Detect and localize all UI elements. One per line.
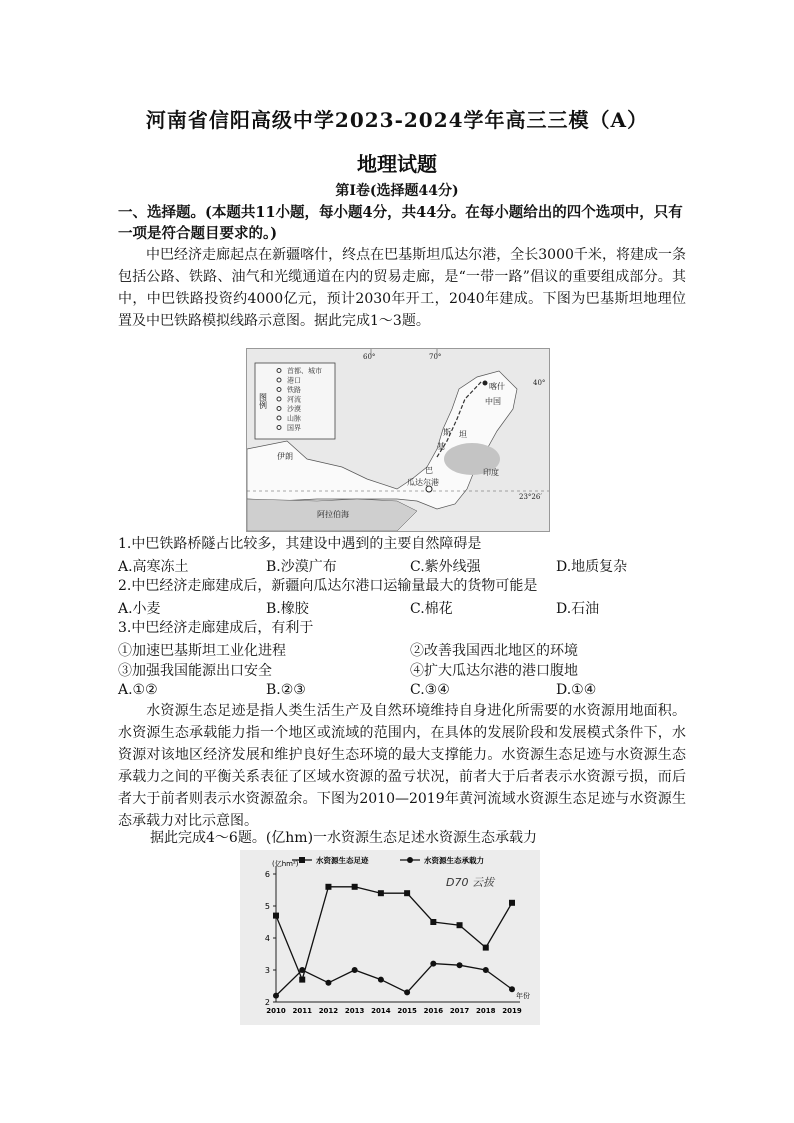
map-place-label: 基 <box>437 442 445 451</box>
question-stem-3: 3.中巴经济走廊建成后，有利于 <box>118 620 314 636</box>
data-point-square <box>273 913 279 919</box>
answer-option: C.③④ <box>410 682 450 698</box>
legend-symbol-icon <box>277 426 281 430</box>
question-item: ③加强我国能源出口安全 <box>118 663 272 679</box>
water-footprint-chart <box>240 850 540 1025</box>
question-item: ④扩大瓜达尔港的港口腹地 <box>410 663 578 679</box>
answer-option: B.②③ <box>266 682 306 698</box>
legend-item-4: 沙漠 <box>287 405 301 413</box>
data-point-circle <box>325 980 331 986</box>
x-tick-label: 2017 <box>449 1007 470 1015</box>
x-tick-label: 2018 <box>476 1007 496 1015</box>
data-point-circle <box>299 967 305 973</box>
data-point-circle <box>430 961 436 967</box>
legend-circle-icon <box>407 857 413 863</box>
handwritten-annotation: D70 云拔 <box>446 876 494 889</box>
page-title: 河南省信阳高级中学2023-2024学年高三三模（A） <box>145 108 649 132</box>
legend-item-0: 首都、城市 <box>287 367 322 375</box>
legend-symbol-icon <box>277 369 281 373</box>
map-place-label: 印度 <box>483 468 499 477</box>
question-item: ①加速巴基斯坦工业化进程 <box>118 643 286 659</box>
legend-title-label: 图例 <box>258 393 268 409</box>
legend-item-3: 河流 <box>287 395 301 404</box>
chart-svg <box>240 850 540 1025</box>
y-tick-label: 5 <box>264 902 270 911</box>
data-point-square <box>299 977 305 983</box>
passage-1 <box>118 244 686 332</box>
y-tick-label: 2 <box>264 998 270 1007</box>
kashgar-marker <box>483 381 488 386</box>
map-place-label: 瓜达尔港 <box>407 478 439 487</box>
question-stem-2: 2.中巴经济走廊建成后，新疆向瓜达尔港口运输量最大的货物可能是 <box>118 578 538 594</box>
legend-symbol-icon <box>277 397 281 401</box>
data-point-square <box>378 890 384 896</box>
answer-option: D.石油 <box>556 601 600 617</box>
data-point-circle <box>404 989 410 995</box>
data-point-square <box>404 890 410 896</box>
data-point-square <box>325 884 331 890</box>
map-place-label: 斯 <box>443 428 451 437</box>
map-place-label: 巴 <box>425 466 433 475</box>
legend-symbol-icon <box>277 407 281 411</box>
answer-option: B.沙漠广布 <box>266 559 337 575</box>
answer-option: A.①② <box>118 682 158 698</box>
series-line-0 <box>276 887 512 980</box>
data-point-circle <box>273 993 279 999</box>
data-point-square <box>509 900 515 906</box>
legend-symbol-icon <box>277 416 281 420</box>
answer-option: D.地质复杂 <box>556 559 628 575</box>
section-instructions: 一、选择题。(本题共11小题，每小题4分，共44分。在每小题给出的四个选项中，只有一项是符合题目要求的。) <box>118 204 683 242</box>
x-tick-label: 2013 <box>344 1007 365 1015</box>
answer-option: C.棉花 <box>410 601 453 617</box>
passage-2-tail: 据此完成4～6题。(亿hm)一水资源生态足述水资源生态承载力 <box>150 830 538 846</box>
answer-option: A.小麦 <box>118 601 161 617</box>
answer-option: D.①④ <box>556 682 597 698</box>
data-point-circle <box>352 967 358 973</box>
x-tick-label: 2011 <box>292 1007 312 1015</box>
x-tick-label: 2012 <box>318 1007 339 1015</box>
map-svg <box>247 349 549 531</box>
data-point-circle <box>509 986 515 992</box>
x-tick-label: 2016 <box>423 1007 444 1015</box>
subject-title: 地理试题 <box>357 152 437 176</box>
x-tick-label: 2015 <box>397 1007 417 1015</box>
legend-square-icon <box>299 857 305 863</box>
map-place-label: 阿拉伯海 <box>317 510 349 519</box>
legend-label-1: 水资源生态承载力 <box>424 856 484 865</box>
passage-2 <box>118 700 686 832</box>
y-tick-label: 6 <box>264 870 270 879</box>
data-point-circle <box>378 977 384 983</box>
map-lon-label: 70° <box>429 353 442 361</box>
data-point-square <box>430 919 436 925</box>
x-axis-label: 年份 <box>516 992 530 1000</box>
legend-item-1: 港口 <box>287 376 301 385</box>
series-line-1 <box>276 964 512 996</box>
question-stem-1: 1.中巴铁路桥隧占比较多，其建设中遇到的主要自然障碍是 <box>118 536 482 552</box>
x-tick-label: 2014 <box>371 1007 391 1015</box>
answer-option: B.橡胶 <box>266 601 309 617</box>
data-point-circle <box>457 962 463 968</box>
legend-label-0: 水资源生态足迹 <box>316 856 369 865</box>
question-item: ②改善我国西北地区的环境 <box>410 643 578 659</box>
map-place-label: 坦 <box>459 430 467 439</box>
map-lon-label: 60° <box>363 353 376 361</box>
pakistan-map <box>246 348 550 532</box>
passage-1-text: 中巴经济走廊起点在新疆喀什，终点在巴基斯坦瓜达尔港，全长3000千米，将建成一条包括公路、铁路、油气和光缆通道在内的贸易走廊，是“一带一路”倡议的重要组成部分。其中，中巴铁路投资约4000亿元，预计2030年开工，2040年建成。下图为巴基斯坦地理位置及中巴铁路模拟线路示意图。据此完成1～3题。 <box>118 247 686 329</box>
map-place-label: 喀什 <box>489 382 505 391</box>
data-point-square <box>483 945 489 951</box>
legend-symbol-icon <box>277 388 281 392</box>
legend-item-2: 铁路 <box>287 386 301 394</box>
map-lat-label: 23°26′ <box>519 493 542 501</box>
passage-2-text: 水资源生态足迹是指人类生活生产及自然环境维持自身进化所需要的水资源用地面积。水资源生态承载能力指一个地区或流域的范围内，在具体的发展阶段和发展模式条件下，水资源对该地区经济发展和维护良好生态环境的最大支撑能力。水资源生态足迹与水资源生态承载力之间的平衡关系表征了区域水资源的盈亏状况，前者大于后者表示水资源亏损，而后者大于前者则表示水资源盈余。下图为2010—2019年黄河流域水资源生态足迹与水资源生态承载力对比示意图。 <box>118 703 686 829</box>
y-axis-label: (亿hm²) <box>272 860 299 868</box>
data-point-square <box>457 922 463 928</box>
map-place-label: 伊朗 <box>277 452 293 461</box>
legend-item-6: 国界 <box>287 424 301 432</box>
data-point-circle <box>483 967 489 973</box>
volume-heading: 第I卷(选择题44分) <box>335 183 459 199</box>
answer-option: C.紫外线强 <box>410 559 481 575</box>
legend-item-5: 山脉 <box>287 414 301 423</box>
answer-option: A.高寒冻土 <box>118 559 189 575</box>
y-tick-label: 3 <box>264 966 270 975</box>
data-point-square <box>352 884 358 890</box>
map-place-label: 中国 <box>485 397 501 406</box>
x-tick-label: 2010 <box>266 1007 286 1015</box>
x-tick-label: 2019 <box>502 1007 522 1015</box>
legend-symbol-icon <box>277 378 281 382</box>
y-tick-label: 4 <box>264 934 270 943</box>
map-lat-label: 40° <box>533 379 546 387</box>
